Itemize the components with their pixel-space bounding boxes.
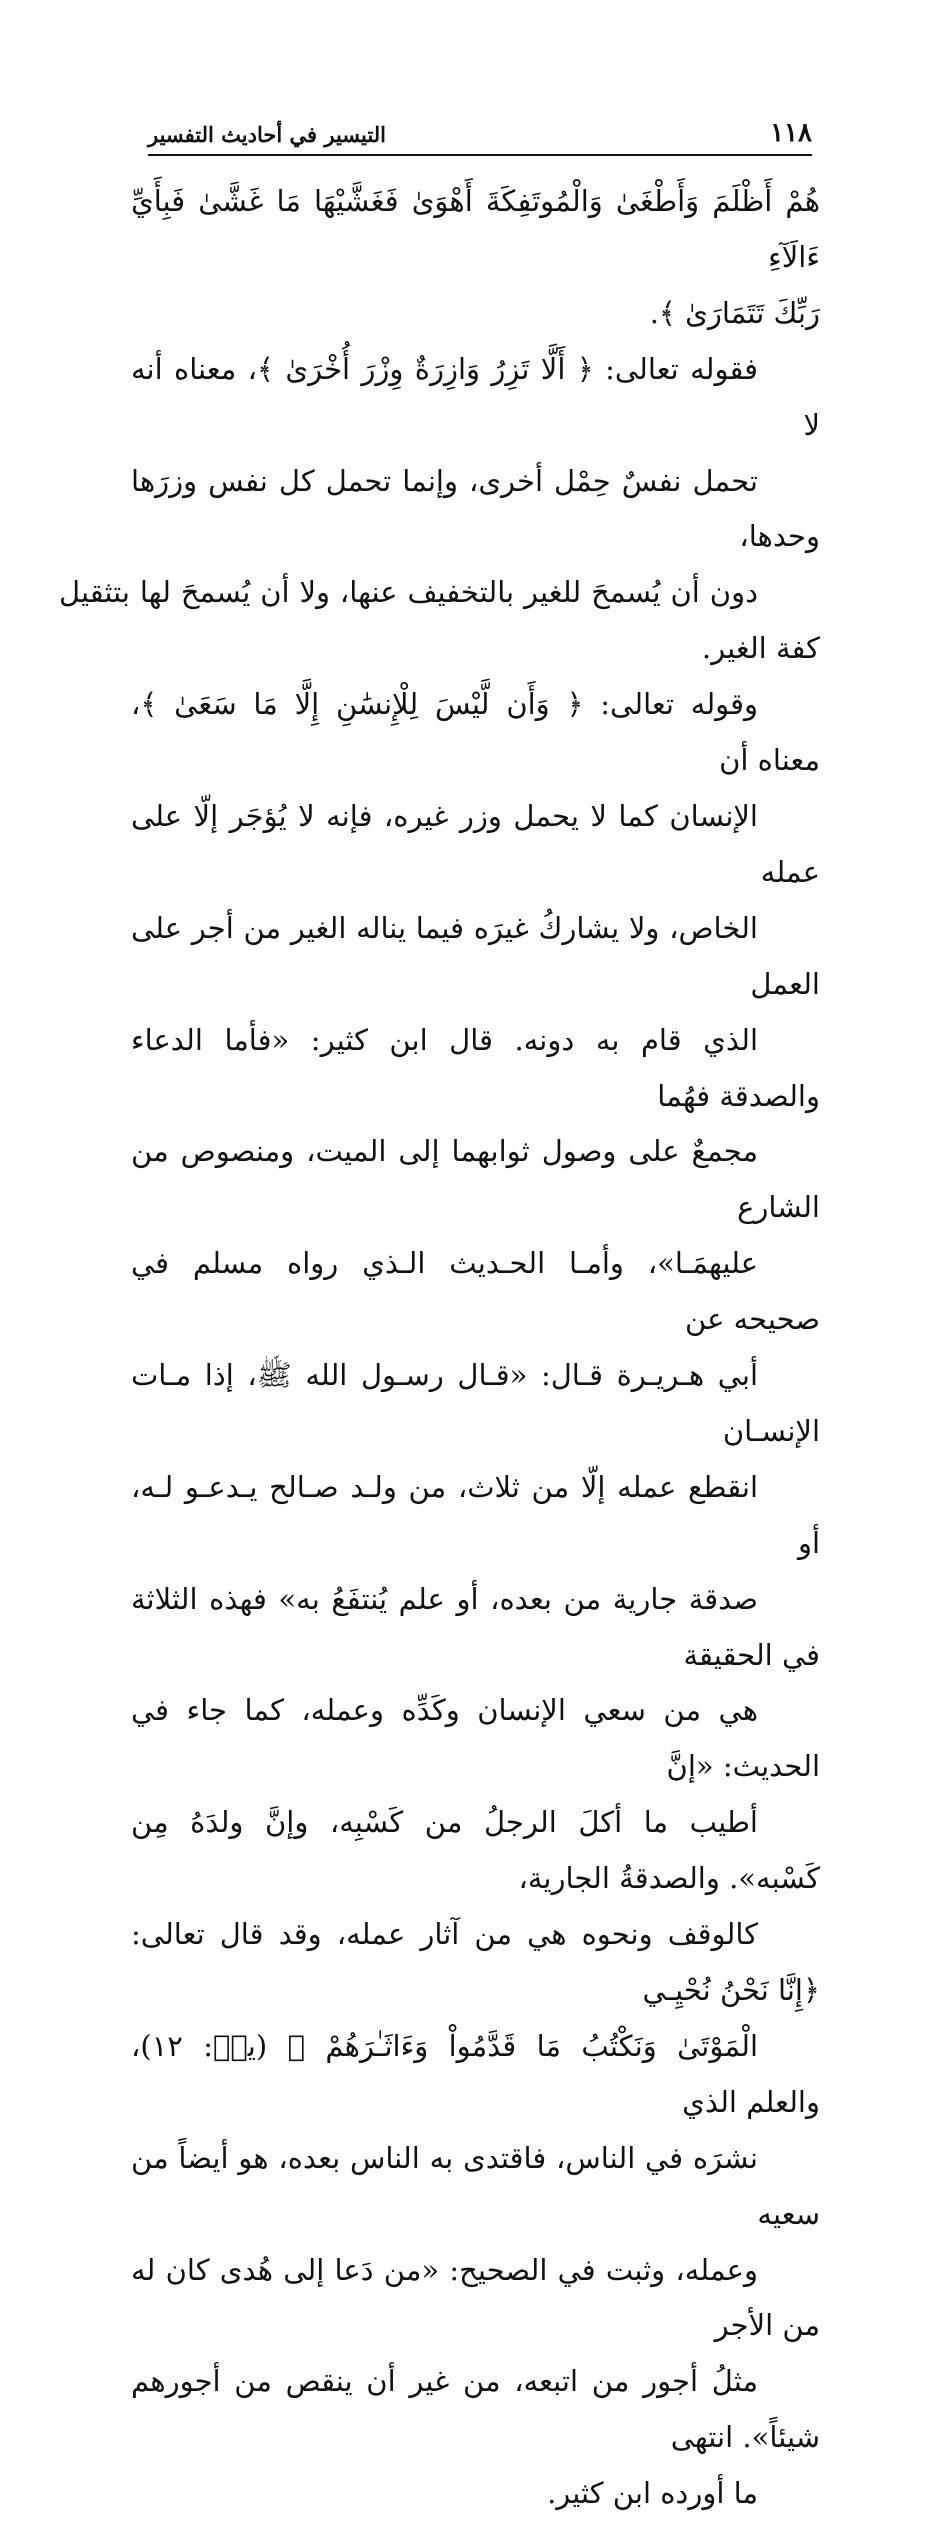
text-line: الذي قام به دونه. قال ابن كثير: «فأما الدعاء والصدقة فهُما xyxy=(131,1022,820,1113)
text-line: نشرَه في الناس، فاقتدى به الناس بعده، هو أيضاً من سعيه xyxy=(131,2140,820,2231)
paragraph-verse-continuation xyxy=(131,174,820,342)
text-line: أطيب ما أكلَ الرجلُ من كَسْبِه، وإنَّ ولدَهُ مِن كَسْبه». والصدقةُ الجارية، xyxy=(131,1805,820,1896)
text-line: هُمْ أَظْلَمَ وَأَطْغَىٰ وَالْمُوتَفِكَةَ أَهْوَىٰ فَغَشَّيْهَا مَا غَشَّىٰ فَبِأَيِّ ءَالَآءِ xyxy=(131,184,820,274)
text-line: رَبِّكَ تَتَمَارَىٰ ﴾. xyxy=(649,295,820,330)
text-line: صدقة جارية من بعده، أو علم يُنتفَعُ به» فهذه الثلاثة في الحقيقة xyxy=(131,1581,820,1672)
running-title: التيسير في أحاديث التفسير xyxy=(148,122,386,147)
text-line: أبي هـريـرة قـال: «قـال رسـول الله ﷺ، إذا مـات الإنسـان xyxy=(131,1358,820,1448)
text-line: وقوله تعالى: ﴿ وَأَن لَّيْسَ لِلْإِنسَٰنِ إِلَّا مَا سَعَىٰ ﴾، معناه أن xyxy=(131,687,820,778)
page-number: ١١٨ xyxy=(770,118,812,148)
text-line: ما أورده ابن كثير. xyxy=(547,2476,758,2511)
page-header xyxy=(148,112,812,156)
text-line: مجمعٌ على وصول ثوابهما إلى الميت، ومنصوص من الشارع xyxy=(131,1134,820,1225)
text-line: الْمَوْتَىٰ وَنَكْتُبُ مَا قَدَّمُواْ وَءَاثَـٰرَهُمْ ﴾ (يسۤ: ١٢)، والعلم الذي xyxy=(131,2028,820,2119)
body-text xyxy=(59,174,820,2522)
paragraph-burden xyxy=(59,342,820,677)
text-line: الخاص، ولا يشاركُ غيرَه فيما يناله الغير من أجر على العمل xyxy=(131,910,820,1001)
text-line: وعمله، وثبت في الصحيح: «من دَعا إلى هُدى كان له من الأجر xyxy=(131,2252,820,2343)
text-line: كالوقف ونحوه هي من آثار عمله، وقد قال تعالى: ﴿إِنَّا نَحْنُ نُحْيِـي xyxy=(131,1917,820,2007)
text-line: عليهمَـا»، وأمـا الحـديث الـذي رواه مسلم في صحيحه عن xyxy=(131,1246,820,1337)
paragraph-striving xyxy=(131,677,820,2522)
text-line: تحمل نفسٌ حِمْل أخرى، وإنما تحمل كل نفس وزرَها وحدها، xyxy=(131,463,820,554)
text-line: فقوله تعالى: ﴿ أَلَّا تَزِرُ وَازِرَةٌ وِزْرَ أُخْرَىٰ ﴾، معناه أنه لا xyxy=(131,351,820,442)
text-line: انقطع عمله إلّا من ثلاث، من ولـد صـالح يـدعـو لـه، أو xyxy=(131,1469,820,1560)
text-line: هي من سعي الإنسان وكَدِّه وعمله، كما جاء في الحديث: «إنَّ xyxy=(131,1693,820,1784)
text-line: دون أن يُسمحَ للغير بالتخفيف عنها، ولا أن يُسمحَ لها بتثقيل كفة الغير. xyxy=(59,575,820,666)
text-line: مثلُ أجور من اتبعه، من غير أن ينقص من أجورهم شيئاً». انتهى xyxy=(131,2364,820,2455)
text-line: الإنسان كما لا يحمل وزر غيره، فإنه لا يُؤجَر إلّا على عمله xyxy=(131,798,820,889)
